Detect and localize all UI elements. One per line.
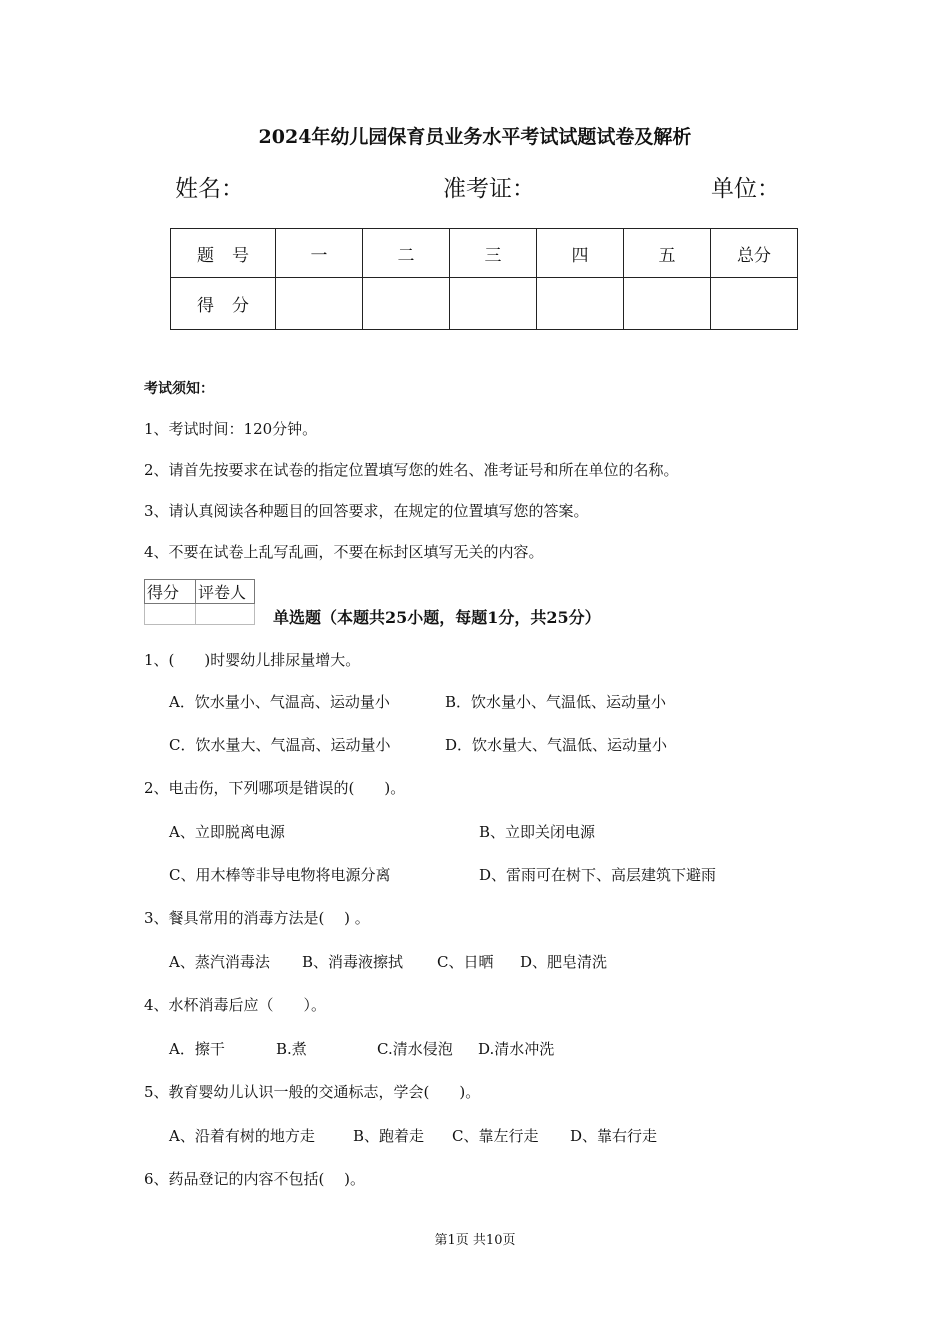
notice-item: 2、请首先按要求在试卷的指定位置填写您的姓名、准考证号和所在单位的名称。 (144, 461, 679, 479)
question-option: B．饮水量小、气温低、运动量小 (445, 693, 667, 711)
question-stem: 2、电击伤，下列哪项是错误的( )。 (144, 779, 406, 797)
question-option: C．饮水量大、气温高、运动量小 (169, 736, 391, 754)
question-option: B、消毒液擦拭 (302, 953, 404, 971)
score-table-header-row (171, 229, 798, 278)
column-header: 四 (537, 229, 624, 278)
notice-item: 4、不要在试卷上乱写乱画，不要在标封区填写无关的内容。 (144, 543, 544, 561)
question-option: D.清水冲洗 (478, 1040, 555, 1058)
question-option: D、雷雨可在树下、高层建筑下避雨 (479, 866, 717, 884)
question-option: A、立即脱离电源 (169, 823, 285, 841)
notice-item: 1、考试时间：120分钟。 (144, 420, 318, 438)
unit-field-label: 单位： (711, 176, 780, 202)
question-option: C、日晒 (437, 953, 494, 971)
question-option: B.煮 (276, 1040, 307, 1058)
grader-score-cell[interactable] (145, 604, 196, 625)
name-field-label: 姓名： (175, 176, 244, 202)
grader-reviewer-cell[interactable] (196, 604, 255, 625)
column-header: 一 (276, 229, 363, 278)
score-label: 得分 (171, 278, 276, 330)
score-cell[interactable] (450, 278, 537, 330)
column-header: 五 (624, 229, 711, 278)
score-table-score-row (171, 278, 798, 330)
question-option: B、立即关闭电源 (479, 823, 596, 841)
question-stem: 1、( )时婴幼儿排尿量增大。 (144, 651, 361, 669)
question-option: A．饮水量小、气温高、运动量小 (169, 693, 390, 711)
question-option: D．饮水量大、气温低、运动量小 (445, 736, 668, 754)
question-option: A、沿着有树的地方走 (169, 1127, 315, 1145)
grader-blank-row (145, 604, 255, 625)
document-title: 2024年幼儿园保育员业务水平考试试题试卷及解析 (258, 126, 692, 148)
section-title: 单选题（本题共25小题，每题1分，共25分） (273, 608, 601, 627)
score-cell[interactable] (624, 278, 711, 330)
question-stem: 6、药品登记的内容不包括( )。 (144, 1170, 366, 1188)
grader-header-row (145, 580, 255, 604)
grader-reviewer-label: 评卷人 (196, 580, 255, 604)
question-stem: 3、餐具常用的消毒方法是( ) 。 (144, 909, 370, 927)
grader-box (144, 579, 255, 625)
question-stem: 5、教育婴幼儿认识一般的交通标志，学会( )。 (144, 1083, 481, 1101)
notice-item: 3、请认真阅读各种题目的回答要求，在规定的位置填写您的答案。 (144, 502, 589, 520)
grader-score-label: 得分 (145, 580, 196, 604)
question-option: A、蒸汽消毒法 (169, 953, 270, 971)
page-footer: 第1页 共10页 (434, 1233, 516, 1248)
question-option: D、肥皂清洗 (520, 953, 608, 971)
column-header: 二 (363, 229, 450, 278)
column-header: 三 (450, 229, 537, 278)
score-table (170, 228, 798, 330)
question-stem: 4、水杯消毒后应（ ）。 (144, 996, 327, 1014)
notice-heading: 考试须知： (144, 381, 214, 397)
question-option: C.清水侵泡 (377, 1040, 453, 1058)
question-option: D、靠右行走 (570, 1127, 658, 1145)
question-option: C、用木棒等非导电物将电源分离 (169, 866, 391, 884)
exam-id-field-label: 准考证： (443, 176, 535, 202)
question-number-label: 题号 (171, 229, 276, 278)
score-cell[interactable] (537, 278, 624, 330)
score-cell[interactable] (711, 278, 798, 330)
score-cell[interactable] (276, 278, 363, 330)
score-cell[interactable] (363, 278, 450, 330)
question-option: C、靠左行走 (452, 1127, 539, 1145)
column-header: 总分 (711, 229, 798, 278)
question-option: B、跑着走 (353, 1127, 425, 1145)
question-option: A．擦干 (169, 1040, 225, 1058)
